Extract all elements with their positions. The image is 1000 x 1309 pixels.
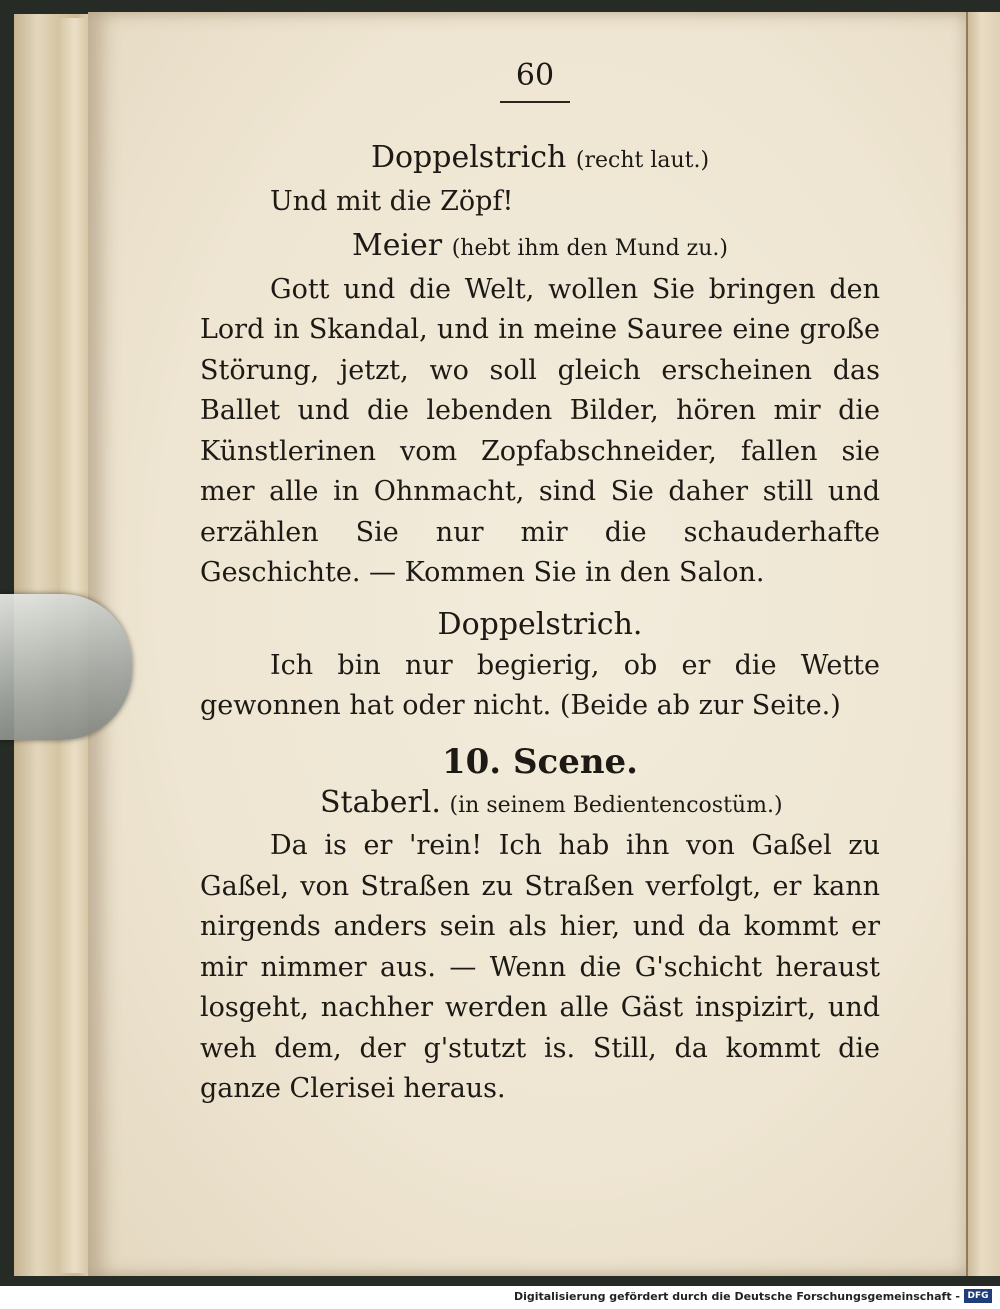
speaker-line [200, 138, 880, 182]
page-number-rule [500, 101, 570, 103]
scene-heading: 10. Scene. [441, 742, 639, 782]
scene-text: Da is er 'rein! Ich hab ihn von Gaßel zu Gaßel, von Straßen zu Straßen verfolgt, er kann nirgends anders sein als hier, und da kommt er mir nimmer aus. — Wenn die G'schicht heraust losgeht, nachher werden alle Gäst inspizirt, und weh dem, der g'stutzt is. Still, da kommt die ganze Clerisei heraus. [200, 830, 880, 1104]
dialogue-text: Und mit die Zöpf! [270, 185, 514, 217]
dialogue-text: Ich bin nur begierig, ob er die Wette gewonnen hat oder nicht. (Beide ab zur Seite.) [200, 649, 880, 721]
speaker-line [200, 226, 880, 270]
scene-block [200, 742, 880, 1110]
speaker-name: Doppelstrich [370, 140, 567, 175]
speaker-line [200, 783, 880, 827]
dfg-logo: DFG [964, 1289, 992, 1303]
dialogue-block-2 [200, 226, 880, 594]
stage-direction: (in seinem Bedientencostüm.) [449, 792, 783, 818]
footer-credit: Digitalisierung gefördert durch die Deutsche Forschungsgemeinschaft - [513, 1290, 960, 1303]
speaker-name: Staberl. [320, 784, 441, 820]
speaker-line [200, 605, 880, 646]
stage-direction: (hebt ihm den Mund zu.) [451, 236, 728, 261]
facing-page-edge [966, 12, 1000, 1276]
speaker-name: Meier [351, 228, 443, 263]
digitization-footer [0, 1286, 1000, 1309]
speaker-name: Doppelstrich. [437, 607, 643, 642]
dialogue-block-3 [200, 605, 880, 727]
dialogue-block-1 [200, 138, 880, 222]
dialogue-text: Gott und die Welt, wollen Sie bringen den Lord in Skandal, und in meine Sauree eine große Störung, jetzt, wo soll gleich erscheinen das Ballet und die lebenden Bilder, hören mir die Künstlerinen vom Zopfabschneider, fallen sie mer alle in Ohnmacht, sind Sie daher still und erzählen Sie nur mir die schauderhafte Geschichte. — Kommen Sie in den Salon. [200, 273, 880, 588]
stage-direction: (recht laut.) [575, 148, 710, 173]
page-number: 60 [515, 58, 555, 93]
glass-page-holder [0, 594, 132, 740]
